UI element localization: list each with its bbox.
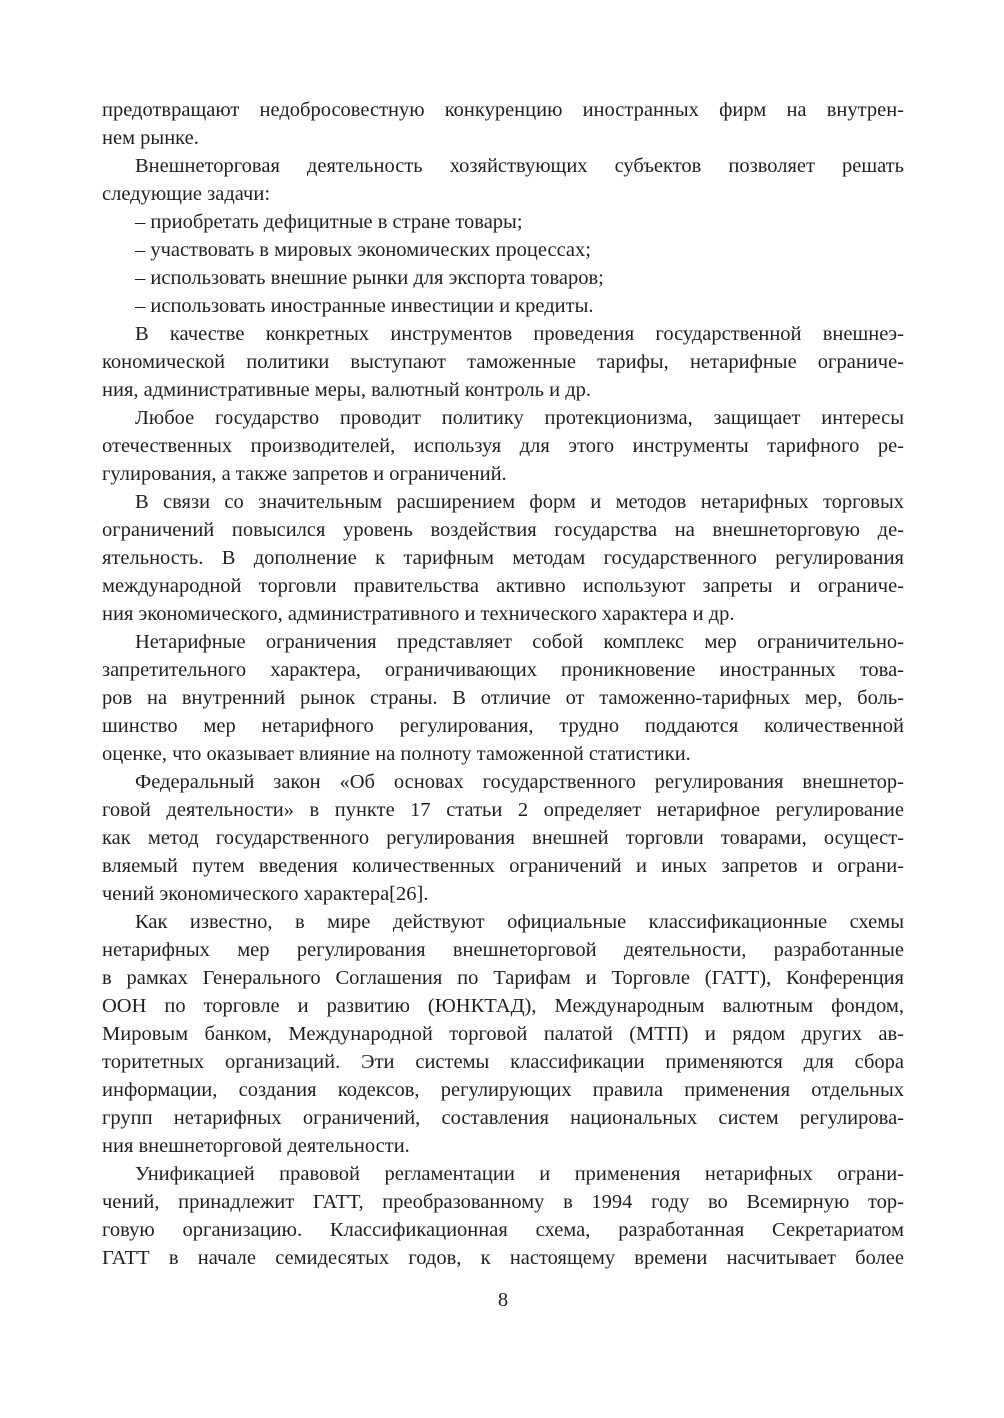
list-item xyxy=(102,236,904,264)
text-line: Как известно, в мире действуют официальные классификационные схемы xyxy=(135,911,904,933)
text-line: кономической политики выступают таможенные тарифы, нетарифные ограниче- xyxy=(102,351,904,373)
text-line: Любое государство проводит политику протекционизма, защищает интересы xyxy=(135,407,904,429)
text-line: ятельность. В дополнение к тарифным методам государственного регулирования xyxy=(102,547,904,569)
text-line: гулирования, а также запретов и ограничений. xyxy=(102,463,507,485)
text-line: – использовать внешние рынки для экспорта товаров; xyxy=(135,267,604,289)
text-block xyxy=(102,96,904,1272)
text-line: нем рынке. xyxy=(102,127,199,149)
text-line: говой деятельности» в пункте 17 статьи 2 определяет нетарифное регулирование xyxy=(102,799,904,821)
text-line: оценке, что оказывает влияние на полноту таможенной статистики. xyxy=(102,743,691,765)
text-line: ния экономического, административного и технического характера и др. xyxy=(102,603,735,625)
text-line: запретительного характера, ограничивающих проникновение иностранных това- xyxy=(102,659,904,681)
text-line: нетарифных мер регулирования внешнеторговой деятельности, разработанные xyxy=(102,939,904,961)
text-line: следующие задачи: xyxy=(102,183,271,205)
paragraph xyxy=(102,908,904,1160)
text-line: – приобретать дефицитные в стране товары; xyxy=(135,211,523,233)
text-line: ров на внутренний рынок страны. В отличие от таможенно-тарифных мер, боль- xyxy=(102,687,904,709)
page-number: 8 xyxy=(497,1289,509,1311)
text-line: В связи со значительным расширением форм и методов нетарифных торговых xyxy=(135,491,904,513)
text-line: В качестве конкретных инструментов проведения государственной внешнеэ- xyxy=(135,323,904,345)
list-item xyxy=(102,292,904,320)
text-line: ГАТТ в начале семидесятых годов, к настоящему времени насчитывает более xyxy=(102,1247,904,1269)
paragraph xyxy=(102,320,904,404)
text-line: торитетных организаций. Эти системы классификации применяются для сбора xyxy=(102,1051,904,1073)
paragraph xyxy=(102,488,904,628)
text-line: отечественных производителей, используя для этого инструменты тарифного ре- xyxy=(102,435,904,457)
text-line: Внешнеторговая деятельность хозяйствующих субъектов позволяет решать xyxy=(135,155,904,177)
list-item xyxy=(102,208,904,236)
text-line: говую организацию. Классификационная схема, разработанная Секретариатом xyxy=(102,1219,904,1241)
text-line: как метод государственного регулирования внешней торговли товарами, осущест- xyxy=(102,827,904,849)
text-line: в рамках Генерального Соглашения по Тарифам и Торговле (ГАТТ), Конференция xyxy=(102,967,904,989)
paragraph xyxy=(102,96,904,152)
paragraph xyxy=(102,152,904,208)
list-item xyxy=(102,264,904,292)
paragraph xyxy=(102,768,904,908)
text-line: шинство мер нетарифного регулирования, трудно поддаются количественной xyxy=(102,715,904,737)
text-line: международной торговли правительства активно используют запреты и ограниче- xyxy=(102,575,904,597)
text-line: ния внешнеторговой деятельности. xyxy=(102,1135,410,1157)
text-line: Нетарифные ограничения представляет собой комплекс мер ограничительно- xyxy=(135,631,904,653)
text-line: – использовать иностранные инвестиции и кредиты. xyxy=(135,295,594,317)
text-line: Унификацией правовой регламентации и применения нетарифных ограни- xyxy=(135,1163,904,1185)
text-line: – участвовать в мировых экономических процессах; xyxy=(135,239,591,261)
paragraph xyxy=(102,628,904,768)
text-line: информации, создания кодексов, регулирующих правила применения отдельных xyxy=(102,1079,904,1101)
text-line: ООН по торговле и развитию (ЮНКТАД), Международным валютным фондом, xyxy=(102,995,904,1017)
text-line: Федеральный закон «Об основах государственного регулирования внешнетор- xyxy=(135,771,904,793)
paragraph xyxy=(102,1160,904,1272)
text-line: ограничений повысился уровень воздействия государства на внешнеторговую де- xyxy=(102,519,904,541)
text-line: предотвращают недобросовестную конкуренцию иностранных фирм на внутрен- xyxy=(102,99,904,121)
text-line: Мировым банком, Международной торговой палатой (МТП) и рядом других ав- xyxy=(102,1023,904,1045)
text-line: вляемый путем введения количественных ограничений и иных запретов и ограни- xyxy=(102,855,904,877)
text-line: ния, административные меры, валютный контроль и др. xyxy=(102,379,592,401)
text-line: групп нетарифных ограничений, составления национальных систем регулирова- xyxy=(102,1107,904,1129)
paragraph xyxy=(102,404,904,488)
text-line: чений, принадлежит ГАТТ, преобразованному в 1994 году во Всемирную тор- xyxy=(102,1191,904,1213)
text-line: чений экономического характера[26]. xyxy=(102,883,429,905)
